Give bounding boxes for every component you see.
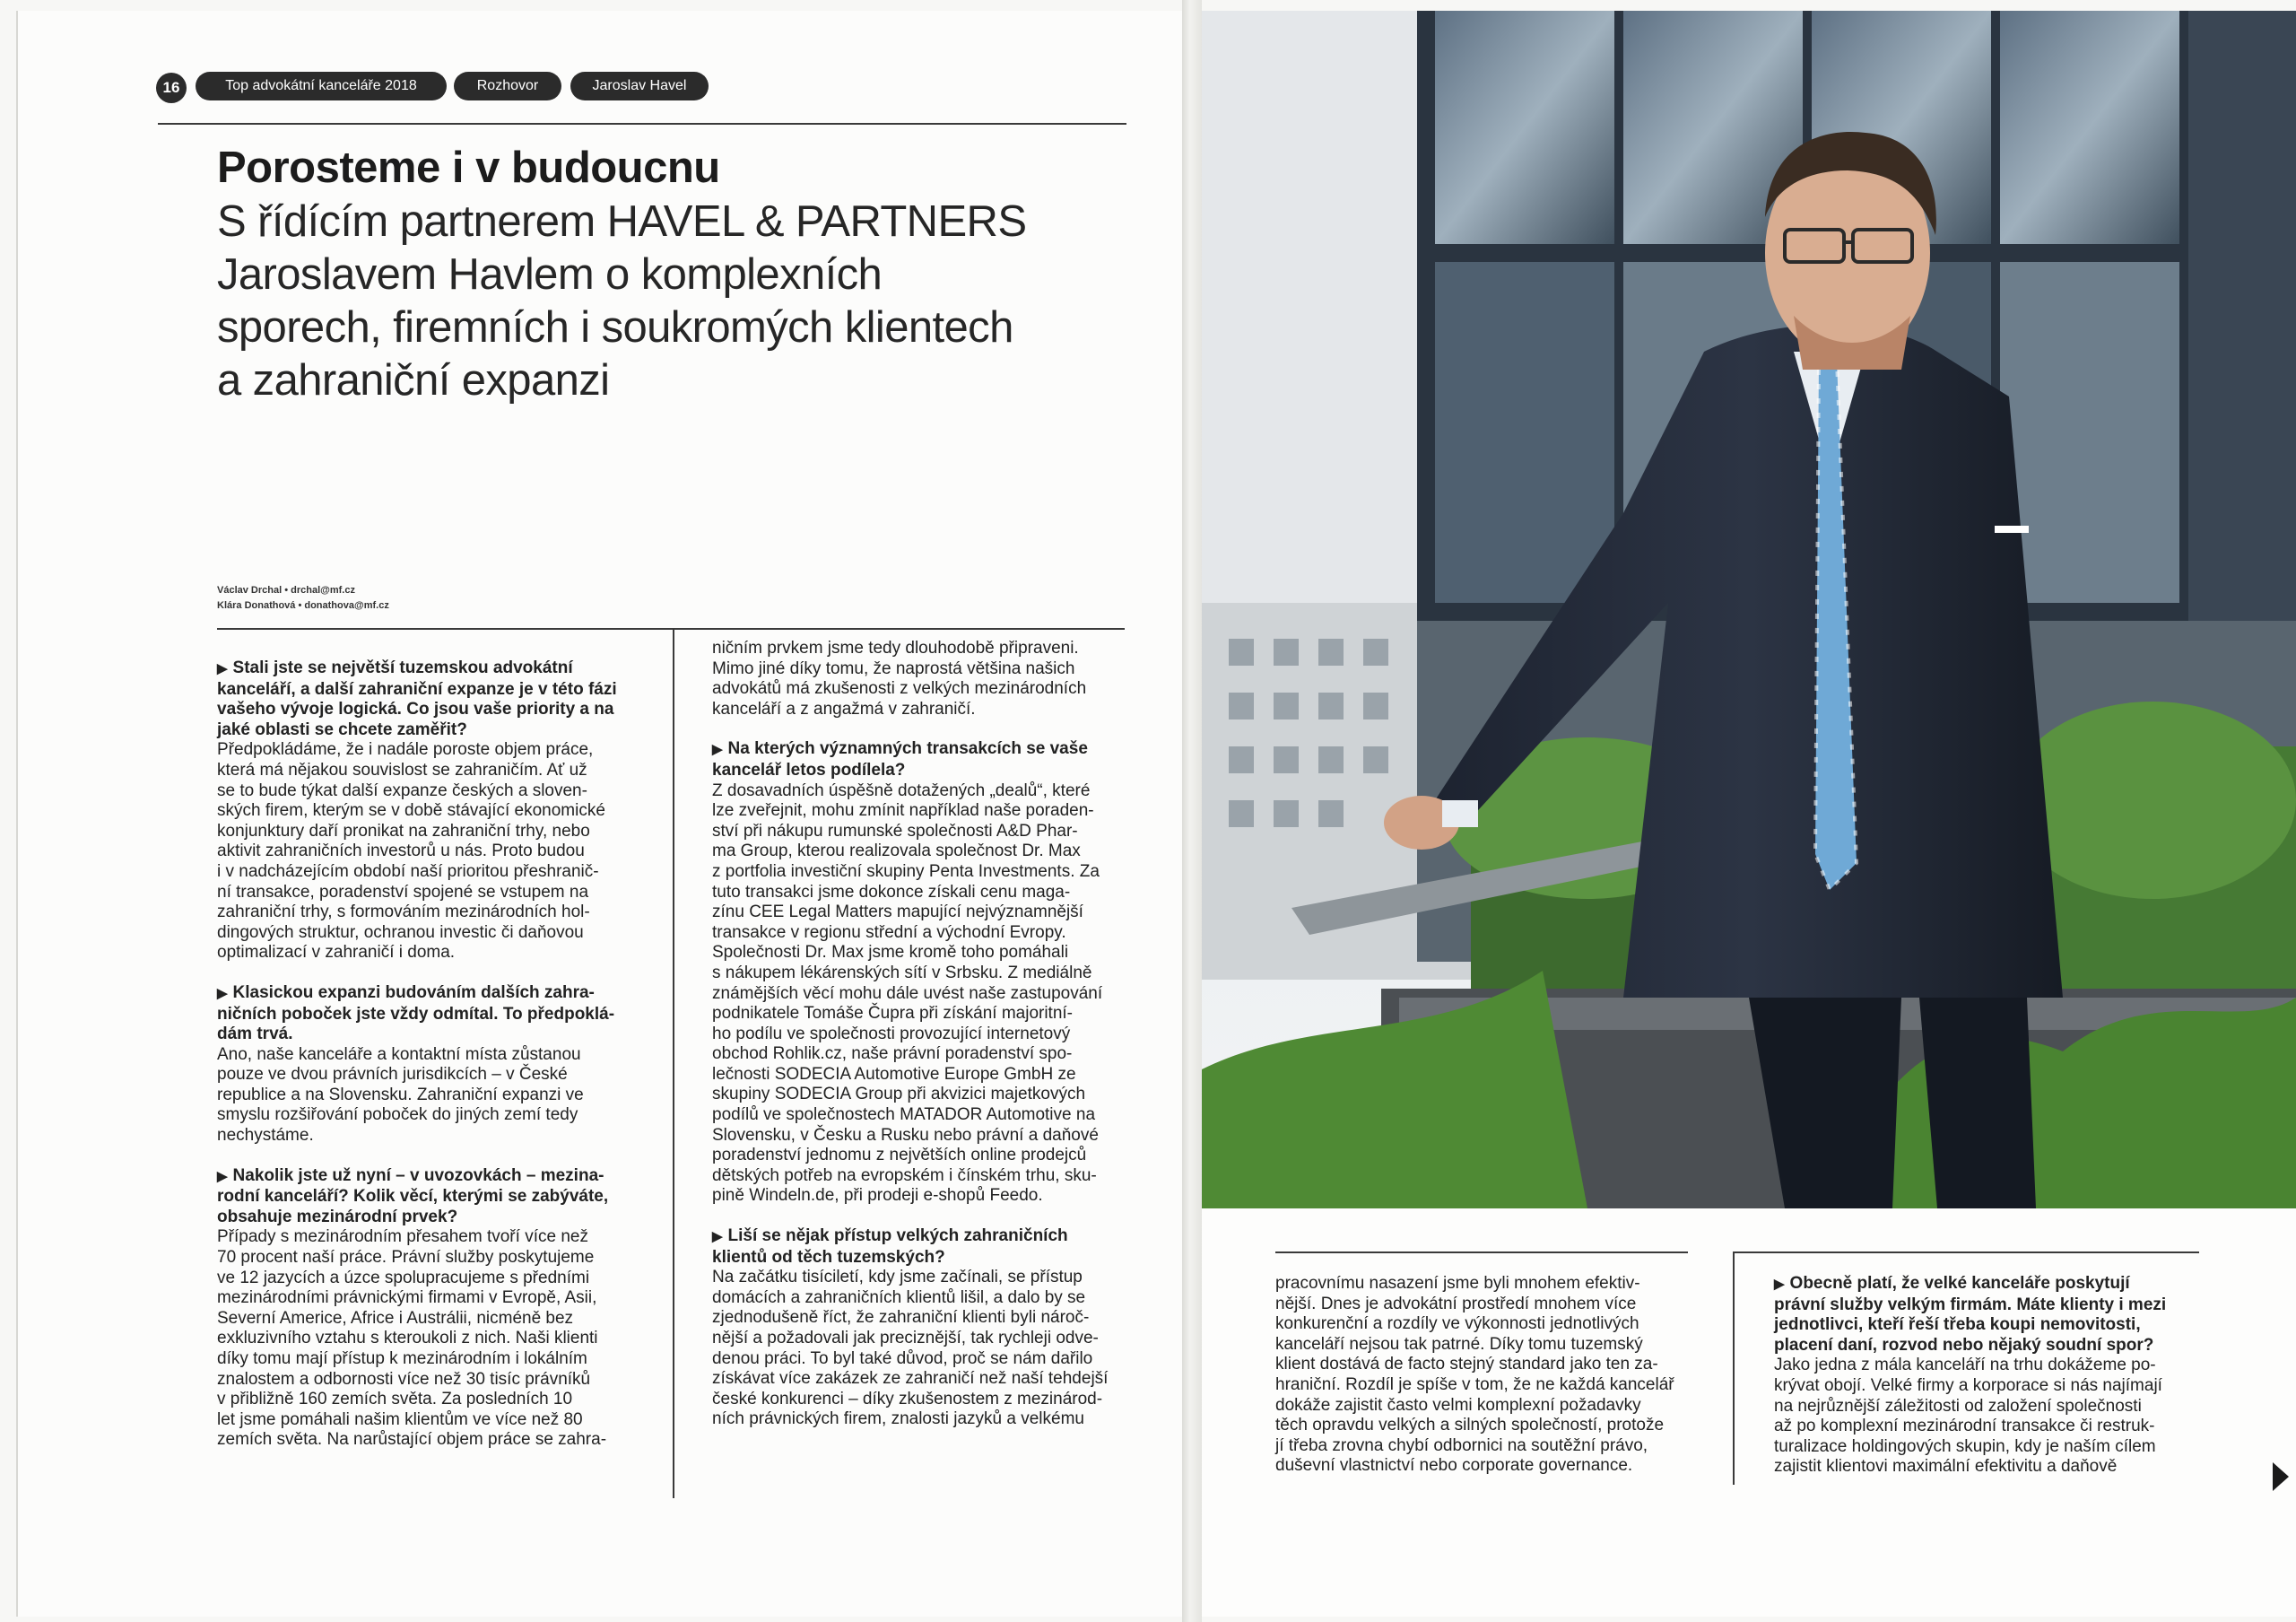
answer-line: kanceláří nejsou tak patrné. Díky tomu tuzemský — [1275, 1334, 1643, 1354]
column-divider-right — [1733, 1253, 1735, 1485]
answer-line: se to bude týkat další expanze českých a sloven- — [217, 780, 587, 800]
tag-interview: Rozhovor — [454, 72, 561, 100]
answer-line: dingových struktur, ochranou investic či daňovou — [217, 922, 584, 942]
question-marker-icon: ▶ — [712, 1229, 723, 1245]
question-line: ▶ Obecně platí, že velké kanceláře poskytují — [1774, 1274, 2130, 1293]
author-credit: Václav Drchal • drchal@mf.cz — [217, 585, 355, 596]
question-marker-icon: ▶ — [217, 985, 228, 1001]
answer-line: duševní vlastnictví nebo corporate governance. — [1275, 1456, 1633, 1476]
text-column-2 — [712, 639, 1134, 1450]
question-line: jaké oblasti se chcete zaměřit? — [217, 719, 467, 739]
answer-line: nější. Dnes je advokátní prostředí mnohem více — [1275, 1294, 1637, 1313]
answer-line: Mimo jiné díky tomu, že naprostá většina našich — [712, 658, 1075, 678]
answer-line: jí třeba zrovna chybí odbornici na soutěžní právo, — [1275, 1435, 1648, 1455]
column-divider — [673, 630, 674, 1498]
answer-line: klient dostává de facto stejný standard jako ten za- — [1275, 1355, 1658, 1374]
question-line: ▶ Stali jste se největší tuzemskou advokátní — [217, 658, 573, 677]
question — [217, 983, 639, 1045]
answer-line: Z dosavadních úspěšně dotažených „dealů“, které — [712, 780, 1091, 800]
question-line: ▶ Liší se nějak přístup velkých zahraničních — [712, 1226, 1068, 1246]
continue-arrow-icon — [2273, 1462, 2289, 1491]
header-rule — [158, 123, 1126, 125]
answer-line: lze zveřejnit, mohu zmínit například naše poraden- — [712, 801, 1094, 821]
question-line: klientů od těch tuzemských? — [712, 1247, 945, 1267]
answer-line: Slovensku, v Česku a Rusku nebo právní a daňové — [712, 1125, 1099, 1145]
answer-line: transakce v regionu střední a východní Evropy. — [712, 922, 1066, 942]
answer — [712, 639, 1134, 719]
answer-line: dětských potřeb na evropském i čínském trhu, sku- — [712, 1165, 1097, 1185]
subtitle-line: Jaroslavem Havlem o komplexních — [217, 250, 883, 299]
answer-line: turalizace holdingových skupin, kdy je naším cílem — [1774, 1436, 2156, 1456]
answer-line: ničním prvkem jsme tedy dlouhodobě připraveni. — [712, 639, 1079, 658]
answer-line: exkluzivního vztahu s kteroukoli z nich. Naši klienti — [217, 1329, 598, 1348]
answer-line: s nákupem lékárenských sítí v Srbsku. Z mediálně — [712, 963, 1092, 982]
question — [217, 658, 639, 740]
answer-line: české konkurenci – díky zkušenostem z mezinárod- — [712, 1389, 1103, 1408]
question-line: dám trvá. — [217, 1025, 293, 1044]
answer-line: krývat obojí. Velké firmy a korporace si nás najímají — [1774, 1375, 2162, 1395]
answer-line: 70 procent naší práce. Právní služby poskytujeme — [217, 1248, 595, 1268]
answer-line: na nejrůznější záležitosti od založení společnosti — [1774, 1396, 2142, 1416]
answer-line: domácích a zahraničních klientů lišil, a dalo by se — [712, 1287, 1086, 1307]
answer-line: známějších věcí mohu dále uvést naše zastupování — [712, 983, 1103, 1003]
answer-line: advokátů má zkušenosti z velkých mezinárodních — [712, 679, 1087, 699]
answer-line: získávat více zakázek ze zahraničí než naší tehdejší — [712, 1369, 1109, 1389]
question — [217, 1166, 639, 1228]
question-marker-icon: ▶ — [217, 1168, 228, 1184]
question-line: právní služby velkým firmám. Máte klienty i mezi — [1774, 1295, 2167, 1314]
right-rule-2 — [1733, 1251, 2199, 1253]
article-title: Porosteme i v budoucnu — [217, 144, 720, 192]
question-line: jednotlivci, kteří řeší třeba koupi nemovitosti, — [1774, 1315, 2141, 1335]
answer-line: Jako jedna z mála kanceláří na trhu dokážeme po- — [1774, 1356, 2156, 1375]
answer-line: skupiny SODECIA Group při akvizici majetkových — [712, 1085, 1086, 1104]
answer-line: z portfolia investiční skupiny Penta Investments. Za — [712, 861, 1100, 881]
answer-line: kanceláří a z angažmá v zahraničí. — [712, 699, 976, 719]
question-line: placení daní, rozvod nebo nějaký soudní spor? — [1774, 1335, 2154, 1355]
answer — [217, 1045, 639, 1147]
question-marker-icon: ▶ — [217, 661, 228, 676]
question-line: ▶ Klasickou expanzi budováním dalších zahra- — [217, 982, 595, 1002]
answer-line: ma Group, kterou realizovala společnost Dr. Max — [712, 842, 1081, 861]
answer-line: nechystáme. — [217, 1126, 314, 1146]
answer-line: Případy s mezinárodním přesahem tvoří více než — [217, 1227, 588, 1247]
answer-line: ských firem, kterým se v době stávající ekonomické — [217, 801, 605, 821]
answer-line: konjunktury daří pronikat na zahraniční trhy, nebo — [217, 821, 590, 841]
answer — [712, 781, 1134, 1207]
subtitle-line: a zahraniční expanzi — [217, 356, 610, 405]
text-column-4 — [1774, 1274, 2205, 1497]
answer-line: tuto transakci jsme dokonce získali cenu maga- — [712, 882, 1071, 902]
article-subtitle — [217, 196, 1096, 407]
subtitle-line: S řídícím partnerem HAVEL & PARTNERS — [217, 197, 1027, 246]
body-top-rule — [217, 628, 1125, 630]
answer-line: smyslu rozšiřování poboček do jiných zemí tedy — [217, 1105, 578, 1125]
answer-line: republice a na Slovensku. Zahraniční expanzi ve — [217, 1085, 584, 1104]
answer-line: v přibližně 160 zemích světa. Za posledních 10 — [217, 1390, 573, 1409]
answer-line: Severní Americe, Africe i Austrálii, nicméně bez — [217, 1308, 574, 1328]
question-line: obsahuje mezinárodní prvek? — [217, 1207, 458, 1226]
answer-line: zemích světa. Na narůstající objem práce se zahra- — [217, 1430, 607, 1450]
answer-line: zjednodušeně říct, že zahraniční klienti byli nároč- — [712, 1308, 1090, 1328]
answer — [1275, 1274, 1697, 1477]
answer-line: až po komplexní mezinárodní transakce či restruk- — [1774, 1417, 2155, 1436]
question-line: kanceláří, a další zahraniční expanze je v této fázi — [217, 679, 617, 699]
author-credits — [217, 583, 389, 614]
answer-line: lečnosti SODECIA Automotive Europe GmbH ze — [712, 1064, 1076, 1084]
question-line: vašeho vývoje logická. Co jsou vaše priority a na — [217, 700, 614, 719]
answer-line: hraniční. Rozdíl je spíše v tom, že ne každá kancelář — [1275, 1374, 1674, 1394]
answer — [1774, 1356, 2205, 1478]
page-gutter — [1182, 0, 1202, 1622]
answer-line: zajistit klientovi maximální efektivitu a daňově — [1774, 1457, 2118, 1477]
question-marker-icon: ▶ — [712, 742, 723, 758]
question-marker-icon: ▶ — [1774, 1277, 1785, 1292]
answer-line: poradenství jednomu z největších online prodejců — [712, 1146, 1087, 1165]
answer-line: konkurenční a rozdíly ve výkonnosti jednotlivých — [1275, 1314, 1639, 1334]
answer-line: dokáže zajistit často velmi komplexní požadavky — [1275, 1395, 1641, 1415]
answer — [712, 1268, 1134, 1430]
tag-person: Jaroslav Havel — [570, 72, 709, 100]
answer-line: Na začátku tisíciletí, kdy jsme začínali, se přístup — [712, 1268, 1083, 1287]
subtitle-line: sporech, firemních i soukromých klientech — [217, 303, 1013, 352]
answer-line: zahraniční trhy, s formováním mezinárodních hol- — [217, 903, 590, 922]
answer-line: ve 12 jazycích a úzce spolupracujeme s předními — [217, 1268, 590, 1287]
answer-line: Předpokládáme, že i nadále poroste objem práce, — [217, 740, 594, 760]
answer-line: zínu CEE Legal Matters mapující nejvýznamnější — [712, 903, 1083, 922]
answer-line: pracovnímu nasazení jsme byli mnohem efektiv- — [1275, 1274, 1640, 1293]
answer-line: nější a požadovali jak preciznější, tak rychleji odve- — [712, 1329, 1099, 1347]
question — [712, 1226, 1134, 1268]
question-line: kancelář letos podílela? — [712, 760, 906, 780]
question-line: ničních poboček jste vždy odmítal. To předpoklá- — [217, 1004, 615, 1024]
answer-line: těch opravdu velkých a silných společností, protože — [1275, 1416, 1665, 1435]
tag-section: Top advokátní kanceláře 2018 — [196, 72, 447, 100]
text-column-1 — [217, 658, 639, 1470]
question-line: ▶ Na kterých významných transakcích se vaše — [712, 739, 1088, 759]
answer-line: optimalizací v zahraničí i doma. — [217, 943, 456, 963]
question — [712, 739, 1134, 780]
answer-line: Společnosti Dr. Max jsme kromě toho pomáhali — [712, 943, 1069, 963]
answer-line: ství při nákupu rumunské společnosti A&D Phar- — [712, 821, 1078, 841]
answer-line: aktivit zahraničních investorů u nás. Proto budou — [217, 842, 585, 861]
answer-line: mezinárodními právnickými firmami v Evropě, Asii, — [217, 1288, 597, 1308]
question-line: ▶ Nakolik jste už nyní – v uvozovkách – mezina- — [217, 1165, 604, 1185]
answer-line: obchod Rohlik.cz, naše právní poradenství spo- — [712, 1044, 1073, 1064]
question — [1774, 1274, 2205, 1356]
answer-line: znalostem a odbornosti více než 30 tisíc právníků — [217, 1369, 591, 1389]
text-column-3 — [1275, 1274, 1697, 1496]
answer-line: podnikatele Tomáše Čupra při získání majoritní- — [712, 1004, 1074, 1024]
portrait-photo — [1202, 11, 2296, 1208]
answer — [217, 1227, 639, 1451]
answer-line: která má nějakou souvislost se zahraničím. Ať už — [217, 760, 587, 780]
answer-line: Ano, naše kanceláře a kontaktní místa zůstanou — [217, 1044, 581, 1064]
question-line: rodní kanceláří? Kolik věcí, kterými se zabýváte, — [217, 1187, 609, 1207]
answer-line: ho podílu ve společnosti provozující internetový — [712, 1024, 1071, 1043]
author-credit: Klára Donathová • donathova@mf.cz — [217, 600, 389, 611]
answer-line: i v nadcházejícím období naší prioritou přeshranič- — [217, 861, 599, 881]
answer-line: díky tomu mají přístup k mezinárodním i lokálním — [217, 1349, 587, 1368]
answer-line: podílů ve společnostech MATADOR Automotive na — [712, 1105, 1096, 1125]
answer-line: pině Windeln.de, při prodeji e-shopů Feedo. — [712, 1186, 1043, 1206]
answer-line: denou práci. To byl také důvod, proč se nám dařilo — [712, 1348, 1093, 1368]
answer-line: ních právnických firem, znalosti jazyků a velkému — [712, 1409, 1084, 1429]
right-rule-1 — [1275, 1251, 1688, 1253]
answer-line: ní transakce, poradenství spojené se vstupem na — [217, 882, 589, 902]
answer-line: let jsme pomáhali našim klientům ve více než 80 — [217, 1409, 583, 1429]
page-number-left: 16 — [156, 73, 187, 103]
answer-line: pouze ve dvou právních jurisdikcích – v České — [217, 1065, 568, 1085]
answer — [217, 740, 639, 964]
